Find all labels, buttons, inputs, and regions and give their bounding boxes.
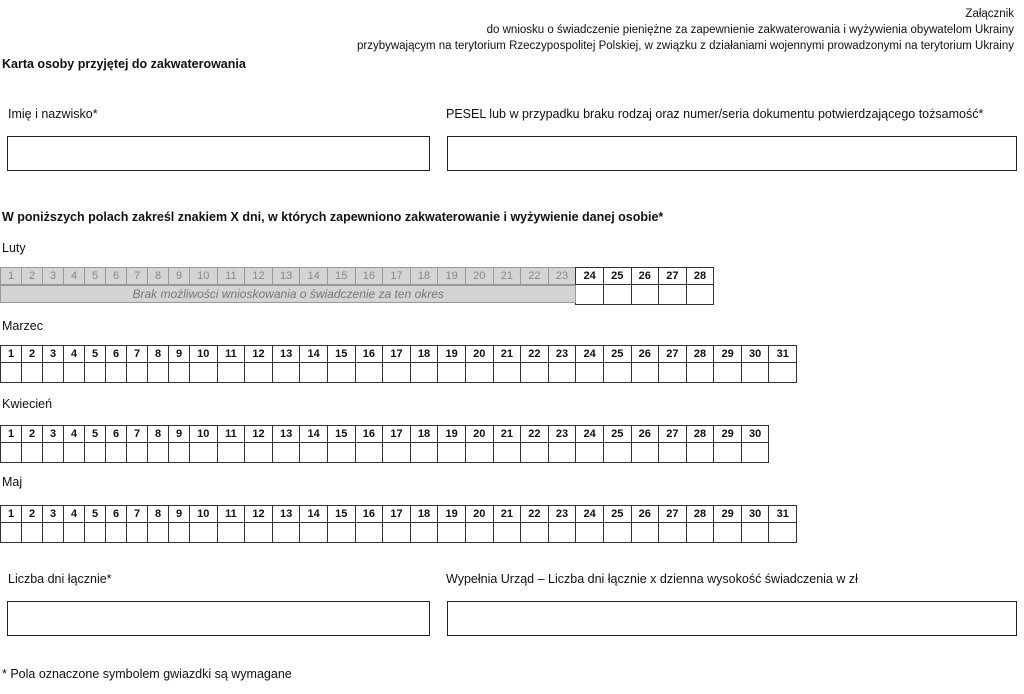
- day-checkbox-10[interactable]: [189, 362, 218, 383]
- day-checkbox-27[interactable]: [658, 522, 687, 543]
- day-checkbox-22[interactable]: [520, 442, 549, 463]
- day-number: 15: [327, 267, 356, 285]
- day-checkbox-21[interactable]: [493, 522, 522, 543]
- day-number: 26: [631, 425, 660, 443]
- day-number: 4: [63, 425, 85, 443]
- day-checkbox-28[interactable]: [686, 442, 715, 463]
- day-checkbox-12[interactable]: [244, 362, 273, 383]
- day-checkbox-26[interactable]: [631, 442, 660, 463]
- day-number: 27: [658, 425, 687, 443]
- month-label: Kwiecień: [2, 397, 53, 411]
- day-number: 7: [126, 267, 148, 285]
- annex-line-2: do wniosku o świadczenie pieniężne za zapewnienie zakwaterowania i wyżywienia obywatelom Ukrainy: [486, 24, 1014, 36]
- month-label: Maj: [2, 475, 23, 489]
- day-number: 30: [741, 425, 770, 443]
- day-number: 12: [244, 505, 273, 523]
- day-checkbox-25[interactable]: [603, 284, 632, 305]
- day-number: 4: [63, 505, 85, 523]
- day-number: 4: [63, 267, 85, 285]
- day-checkbox-30[interactable]: [741, 522, 770, 543]
- day-checkbox-5[interactable]: [84, 522, 106, 543]
- calendar-maj: [0, 506, 797, 543]
- day-checkbox-17[interactable]: [382, 442, 411, 463]
- day-checkbox-21[interactable]: [493, 442, 522, 463]
- day-number: 26: [631, 345, 660, 363]
- day-checkbox-23[interactable]: [548, 522, 577, 543]
- day-checkbox-2[interactable]: [21, 362, 43, 383]
- day-checkbox-4[interactable]: [63, 362, 85, 383]
- day-number: 2: [21, 505, 43, 523]
- day-checkbox-13[interactable]: [272, 362, 301, 383]
- day-number: 16: [355, 345, 384, 363]
- day-number: 15: [327, 425, 356, 443]
- day-checkbox-25[interactable]: [603, 522, 632, 543]
- day-checkbox-3[interactable]: [42, 362, 64, 383]
- day-number: 10: [189, 505, 218, 523]
- day-number: 26: [631, 505, 660, 523]
- day-number: 3: [42, 425, 64, 443]
- day-number: 31: [768, 345, 797, 363]
- day-number: 6: [105, 345, 127, 363]
- day-checkbox-8[interactable]: [147, 522, 169, 543]
- day-checkbox-27[interactable]: [658, 362, 687, 383]
- day-number: 18: [410, 267, 439, 285]
- day-checkbox-6[interactable]: [105, 442, 127, 463]
- day-checkbox-24[interactable]: [575, 522, 604, 543]
- day-checkbox-11[interactable]: [217, 522, 246, 543]
- day-number: 28: [686, 425, 715, 443]
- calendar-kwiecień: [0, 426, 769, 463]
- day-checkbox-16[interactable]: [355, 442, 384, 463]
- day-checkbox-18[interactable]: [410, 442, 439, 463]
- day-checkbox-1[interactable]: [0, 522, 22, 543]
- day-number: 9: [168, 345, 190, 363]
- days-total-label: Liczba dni łącznie*: [8, 572, 112, 586]
- day-number: 29: [713, 425, 742, 443]
- day-checkbox-6[interactable]: [105, 522, 127, 543]
- annex-line-3: przybywającym na terytorium Rzeczypospolitej Polskiej, w związku z działaniami wojennymi prowadzonymi na terytorium Ukrainy: [356, 40, 1014, 52]
- day-checkbox-24[interactable]: [575, 362, 604, 383]
- day-checkbox-6[interactable]: [105, 362, 127, 383]
- day-checkbox-7[interactable]: [126, 442, 148, 463]
- day-checkbox-3[interactable]: [42, 522, 64, 543]
- day-checkbox-16[interactable]: [355, 522, 384, 543]
- office-input[interactable]: [447, 601, 1017, 636]
- day-number: 11: [217, 345, 246, 363]
- pesel-label: PESEL lub w przypadku braku rodzaj oraz numer/seria dokumentu potwierdzającego tożsamość*: [446, 107, 984, 121]
- day-checkbox-29[interactable]: [713, 362, 742, 383]
- day-number: 22: [520, 267, 549, 285]
- day-number: 19: [437, 345, 466, 363]
- day-checkbox-2[interactable]: [21, 522, 43, 543]
- day-number: 5: [84, 267, 106, 285]
- day-number: 30: [741, 345, 770, 363]
- day-number: 19: [437, 505, 466, 523]
- day-checkbox-24[interactable]: [575, 284, 604, 305]
- day-checkbox-24[interactable]: [575, 442, 604, 463]
- day-number: 21: [493, 345, 522, 363]
- day-number: 3: [42, 505, 64, 523]
- day-checkbox-7[interactable]: [126, 522, 148, 543]
- day-number: 12: [244, 425, 273, 443]
- day-number: 28: [686, 505, 715, 523]
- day-checkbox-1[interactable]: [0, 442, 22, 463]
- day-checkbox-20[interactable]: [465, 522, 494, 543]
- day-number: 9: [168, 425, 190, 443]
- day-checkbox-27[interactable]: [658, 284, 687, 305]
- disabled-period-note: Brak możliwości wnioskowania o świadczenie za ten okres: [0, 285, 576, 303]
- day-checkbox-30[interactable]: [741, 442, 770, 463]
- day-number: 4: [63, 345, 85, 363]
- day-number: 8: [147, 425, 169, 443]
- day-checkbox-21[interactable]: [493, 362, 522, 383]
- day-checkbox-13[interactable]: [272, 522, 301, 543]
- day-number: 24: [575, 425, 604, 443]
- day-checkbox-27[interactable]: [658, 442, 687, 463]
- day-number: 25: [603, 267, 632, 285]
- day-number: 24: [575, 345, 604, 363]
- days-total-input[interactable]: [7, 601, 430, 636]
- day-number: 16: [355, 505, 384, 523]
- page-title: Karta osoby przyjętej do zakwaterowania: [2, 57, 246, 71]
- day-checkbox-3[interactable]: [42, 442, 64, 463]
- day-number: 23: [548, 425, 577, 443]
- day-number: 24: [575, 505, 604, 523]
- day-checkbox-15[interactable]: [327, 522, 356, 543]
- day-number: 22: [520, 505, 549, 523]
- day-checkbox-1[interactable]: [0, 362, 22, 383]
- day-number: 12: [244, 267, 273, 285]
- day-number: 16: [355, 425, 384, 443]
- day-checkbox-18[interactable]: [410, 362, 439, 383]
- day-number: 1: [0, 425, 22, 443]
- day-checkbox-28[interactable]: [686, 284, 715, 305]
- day-number: 11: [217, 425, 246, 443]
- day-checkbox-5[interactable]: [84, 362, 106, 383]
- day-number: 6: [105, 267, 127, 285]
- day-number: 1: [0, 345, 22, 363]
- day-number: 20: [465, 267, 494, 285]
- day-checkbox-8[interactable]: [147, 362, 169, 383]
- day-checkbox-11[interactable]: [217, 362, 246, 383]
- day-number: 29: [713, 505, 742, 523]
- day-number: 15: [327, 505, 356, 523]
- day-number: 10: [189, 267, 218, 285]
- day-number: 7: [126, 505, 148, 523]
- day-number: 9: [168, 505, 190, 523]
- day-checkbox-31[interactable]: [768, 362, 797, 383]
- day-checkbox-4[interactable]: [63, 442, 85, 463]
- day-checkbox-25[interactable]: [603, 362, 632, 383]
- day-checkbox-17[interactable]: [382, 522, 411, 543]
- day-number: 14: [299, 267, 328, 285]
- instruction: W poniższych polach zakreśl znakiem X dni, w których zapewniono zakwaterowanie i wyżywienie danej osobie*: [2, 210, 664, 224]
- day-number: 6: [105, 505, 127, 523]
- day-number: 25: [603, 505, 632, 523]
- day-checkbox-12[interactable]: [244, 442, 273, 463]
- office-label: Wypełnia Urząd – Liczba dni łącznie x dzienna wysokość świadczenia w zł: [446, 572, 858, 586]
- day-number: 22: [520, 345, 549, 363]
- day-number: 18: [410, 425, 439, 443]
- day-number: 7: [126, 345, 148, 363]
- day-checkbox-23[interactable]: [548, 442, 577, 463]
- day-number: 10: [189, 345, 218, 363]
- day-checkbox-16[interactable]: [355, 362, 384, 383]
- day-number: 15: [327, 345, 356, 363]
- day-checkbox-13[interactable]: [272, 442, 301, 463]
- day-checkbox-22[interactable]: [520, 362, 549, 383]
- annex-title: Załącznik: [965, 8, 1014, 20]
- day-number: 6: [105, 425, 127, 443]
- day-checkbox-15[interactable]: [327, 442, 356, 463]
- day-number: 28: [686, 345, 715, 363]
- day-checkbox-18[interactable]: [410, 522, 439, 543]
- day-checkbox-2[interactable]: [21, 442, 43, 463]
- month-label: Marzec: [2, 319, 43, 333]
- day-number: 13: [272, 345, 301, 363]
- day-checkbox-19[interactable]: [437, 442, 466, 463]
- day-number: 2: [21, 345, 43, 363]
- day-number: 31: [768, 505, 797, 523]
- name-label: Imię i nazwisko*: [8, 107, 98, 121]
- day-number: 19: [437, 267, 466, 285]
- day-checkbox-9[interactable]: [168, 442, 190, 463]
- day-number: 5: [84, 425, 106, 443]
- day-checkbox-22[interactable]: [520, 522, 549, 543]
- day-number: 2: [21, 267, 43, 285]
- day-number: 21: [493, 505, 522, 523]
- day-number: 17: [382, 505, 411, 523]
- day-checkbox-15[interactable]: [327, 362, 356, 383]
- day-checkbox-5[interactable]: [84, 442, 106, 463]
- day-number: 29: [713, 345, 742, 363]
- day-number: 20: [465, 505, 494, 523]
- day-checkbox-11[interactable]: [217, 442, 246, 463]
- day-checkbox-30[interactable]: [741, 362, 770, 383]
- day-number: 14: [299, 505, 328, 523]
- day-number: 19: [437, 425, 466, 443]
- name-input[interactable]: [7, 136, 430, 171]
- pesel-input[interactable]: [447, 136, 1017, 171]
- day-number: 23: [548, 345, 577, 363]
- day-number: 10: [189, 425, 218, 443]
- footnote: * Pola oznaczone symbolem gwiazdki są wymagane: [2, 667, 292, 681]
- day-checkbox-10[interactable]: [189, 522, 218, 543]
- day-number: 2: [21, 425, 43, 443]
- day-number: 1: [0, 505, 22, 523]
- day-number: 24: [575, 267, 604, 285]
- day-number: 8: [147, 345, 169, 363]
- day-checkbox-29[interactable]: [713, 522, 742, 543]
- day-number: 30: [741, 505, 770, 523]
- day-checkbox-19[interactable]: [437, 362, 466, 383]
- day-number: 14: [299, 345, 328, 363]
- day-checkbox-7[interactable]: [126, 362, 148, 383]
- day-checkbox-31[interactable]: [768, 522, 797, 543]
- day-number: 23: [548, 267, 577, 285]
- day-number: 8: [147, 505, 169, 523]
- day-number: 21: [493, 267, 522, 285]
- day-checkbox-26[interactable]: [631, 284, 660, 305]
- day-checkbox-9[interactable]: [168, 522, 190, 543]
- day-checkbox-26[interactable]: [631, 522, 660, 543]
- day-checkbox-19[interactable]: [437, 522, 466, 543]
- day-checkbox-26[interactable]: [631, 362, 660, 383]
- day-number: 16: [355, 267, 384, 285]
- day-number: 1: [0, 267, 22, 285]
- day-number: 28: [686, 267, 715, 285]
- day-number: 8: [147, 267, 169, 285]
- day-number: 17: [382, 345, 411, 363]
- day-number: 18: [410, 345, 439, 363]
- day-number: 14: [299, 425, 328, 443]
- day-number: 27: [658, 505, 687, 523]
- day-number: 13: [272, 267, 301, 285]
- day-number: 3: [42, 345, 64, 363]
- day-checkbox-28[interactable]: [686, 362, 715, 383]
- calendar-marzec: [0, 346, 797, 383]
- day-number: 12: [244, 345, 273, 363]
- day-number: 26: [631, 267, 660, 285]
- day-number: 22: [520, 425, 549, 443]
- day-number: 25: [603, 425, 632, 443]
- month-label: Luty: [2, 241, 26, 255]
- day-number: 5: [84, 345, 106, 363]
- day-checkbox-12[interactable]: [244, 522, 273, 543]
- day-number: 17: [382, 425, 411, 443]
- annex-header: [357, 6, 1014, 54]
- day-checkbox-14[interactable]: [299, 522, 328, 543]
- day-number: 3: [42, 267, 64, 285]
- day-number: 20: [465, 425, 494, 443]
- day-checkbox-8[interactable]: [147, 442, 169, 463]
- day-checkbox-4[interactable]: [63, 522, 85, 543]
- day-checkbox-9[interactable]: [168, 362, 190, 383]
- day-checkbox-20[interactable]: [465, 442, 494, 463]
- day-number: 11: [217, 505, 246, 523]
- day-number: 7: [126, 425, 148, 443]
- day-number: 13: [272, 425, 301, 443]
- day-number: 25: [603, 345, 632, 363]
- day-number: 20: [465, 345, 494, 363]
- day-number: 23: [548, 505, 577, 523]
- day-number: 11: [217, 267, 246, 285]
- day-checkbox-10[interactable]: [189, 442, 218, 463]
- day-number: 17: [382, 267, 411, 285]
- day-checkbox-20[interactable]: [465, 362, 494, 383]
- day-checkbox-17[interactable]: [382, 362, 411, 383]
- day-number: 13: [272, 505, 301, 523]
- day-checkbox-29[interactable]: [713, 442, 742, 463]
- day-number: 21: [493, 425, 522, 443]
- day-checkbox-23[interactable]: [548, 362, 577, 383]
- day-checkbox-25[interactable]: [603, 442, 632, 463]
- day-checkbox-14[interactable]: [299, 442, 328, 463]
- day-number: 9: [168, 267, 190, 285]
- day-number: 27: [658, 345, 687, 363]
- calendar-luty: [0, 268, 714, 305]
- day-number: 18: [410, 505, 439, 523]
- day-number: 27: [658, 267, 687, 285]
- day-checkbox-14[interactable]: [299, 362, 328, 383]
- day-checkbox-28[interactable]: [686, 522, 715, 543]
- day-number: 5: [84, 505, 106, 523]
